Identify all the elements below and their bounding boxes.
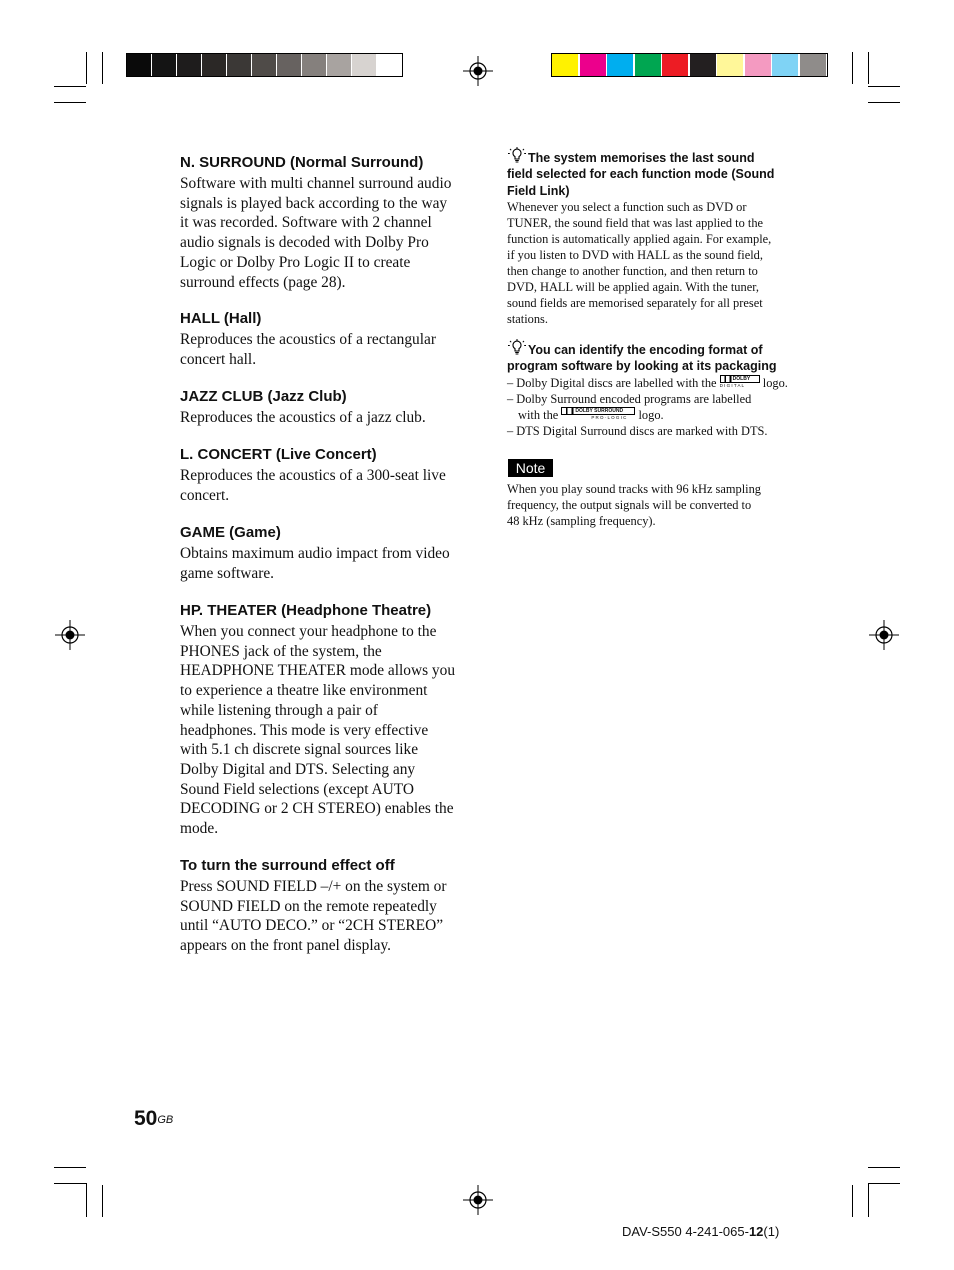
note-label: Note bbox=[508, 459, 553, 477]
section-body-turn-off: Press SOUND FIELD –/+ on the system or SOUND FIELD on the remote repeatedly until “AUTO DECO.” or “2CH STEREO” appears on the front panel display. bbox=[180, 878, 447, 955]
registration-mark-icon bbox=[869, 620, 899, 650]
gray-swatch bbox=[327, 54, 351, 76]
crop-mark bbox=[852, 52, 853, 84]
section-body-jazz-club: Reproduces the acoustics of a jazz club. bbox=[180, 409, 426, 426]
tip-heading-encoding-format: You can identify the encoding format of program software by looking at its packaging bbox=[507, 343, 777, 374]
section-heading-hall: HALL (Hall) bbox=[180, 310, 262, 327]
color-swatch bbox=[717, 54, 743, 76]
gray-swatch bbox=[152, 54, 176, 76]
gray-swatch bbox=[252, 54, 276, 76]
crop-mark bbox=[102, 1185, 103, 1217]
crop-mark bbox=[54, 86, 86, 87]
crop-mark bbox=[86, 1183, 87, 1217]
gray-swatch bbox=[202, 54, 226, 76]
tip-body-encoding-format: – Dolby Digital discs are labelled with the DOLBY D I G I T A L logo. – Dolby Surround encoded programs are labelled with the DOLBY SURROUND P R O · L O G I C logo. – DTS Digital Surround discs are marked with DTS. bbox=[507, 376, 788, 438]
crop-mark bbox=[102, 52, 103, 84]
crop-mark bbox=[54, 1183, 86, 1184]
section-heading-live-concert: L. CONCERT (Live Concert) bbox=[180, 446, 377, 463]
section-body-hall: Reproduces the acoustics of a rectangular concert hall. bbox=[180, 331, 436, 368]
registration-mark-icon bbox=[55, 620, 85, 650]
color-swatch bbox=[800, 54, 826, 76]
color-swatch bbox=[690, 54, 716, 76]
gray-swatch bbox=[177, 54, 201, 76]
color-swatch bbox=[607, 54, 633, 76]
color-swatch bbox=[745, 54, 771, 76]
gray-swatch bbox=[277, 54, 301, 76]
color-swatch bbox=[772, 54, 798, 76]
note-body: When you play sound tracks with 96 kHz sampling frequency, the output signals will be converted to 48 kHz (sampling frequency). bbox=[507, 482, 761, 528]
crop-mark bbox=[868, 102, 900, 103]
gray-swatch bbox=[127, 54, 151, 76]
gray-swatch bbox=[227, 54, 251, 76]
color-swatch bbox=[635, 54, 661, 76]
registration-mark-icon bbox=[463, 1185, 493, 1215]
grayscale-calibration-bar bbox=[126, 53, 403, 77]
dolby-surround-pro-logic-logo: DOLBY SURROUND P R O · L O G I C bbox=[561, 407, 635, 421]
section-body-game: Obtains maximum audio impact from video game software. bbox=[180, 545, 450, 582]
crop-mark bbox=[868, 86, 900, 87]
crop-mark bbox=[86, 52, 87, 84]
section-body-hp-theater: When you connect your headphone to the PHONES jack of the system, the HEADPHONE THEATER mode allows you to experience a theatre like environment while listening through a pair of headphones. This mode is very effective with 5.1 ch discrete signal sources like Dolby Digital and DTS. Selecting any Sound Field selections (except AUTO DECODING or 2 CH STEREO) enables the mode. bbox=[180, 623, 456, 838]
gray-swatch bbox=[377, 54, 401, 76]
crop-mark bbox=[868, 1183, 900, 1184]
section-heading-game: GAME (Game) bbox=[180, 524, 281, 541]
registration-mark-icon bbox=[463, 56, 493, 86]
section-heading-turn-off: To turn the surround effect off bbox=[180, 857, 395, 874]
section-heading-jazz-club: JAZZ CLUB (Jazz Club) bbox=[180, 388, 347, 405]
section-heading-hp-theater: HP. THEATER (Headphone Theatre) bbox=[180, 602, 432, 619]
crop-mark bbox=[868, 52, 869, 84]
dolby-digital-logo: DOLBY D I G I T A L bbox=[720, 375, 760, 389]
tip-heading-sound-field-link: The system memorises the last sound field selected for each function mode (Sound Field Link) bbox=[507, 151, 775, 198]
crop-mark bbox=[868, 1183, 869, 1217]
crop-mark bbox=[852, 1185, 853, 1217]
gray-swatch bbox=[352, 54, 376, 76]
section-body-nsurround: Software with multi channel surround audio signals is played back according to the way it was recorded. Software with 2 channel audio signals is decoded with Dolby Pro Logic or Dolby Pro Logic II to create surround effects (page 28). bbox=[180, 175, 452, 291]
page-number: $50^{GB}$ bbox=[134, 1107, 174, 1130]
color-calibration-bar bbox=[551, 53, 828, 77]
crop-mark bbox=[868, 1167, 900, 1168]
color-swatch bbox=[662, 54, 688, 76]
crop-mark bbox=[54, 102, 86, 103]
page-number-suffix: GB bbox=[157, 1114, 174, 1126]
tip-body-sound-field-link: Whenever you select a function such as DVD or TUNER, the sound field that was last applied to the function is automatically applied again. For example, if you listen to DVD with HALL as the sound field, then change to another function, and then return to DVD, HALL will be applied again. With the tuner, sound fields are memorised separately for all preset stations. bbox=[507, 200, 772, 326]
color-swatch bbox=[580, 54, 606, 76]
color-swatch bbox=[552, 54, 578, 76]
gray-swatch bbox=[302, 54, 326, 76]
crop-mark bbox=[54, 1167, 86, 1168]
document-code: DAV-S550 4-241-065-12(1) bbox=[622, 1224, 780, 1239]
section-heading-nsurround: N. SURROUND (Normal Surround) bbox=[180, 154, 424, 171]
section-body-live-concert: Reproduces the acoustics of a 300-seat live concert. bbox=[180, 467, 446, 504]
